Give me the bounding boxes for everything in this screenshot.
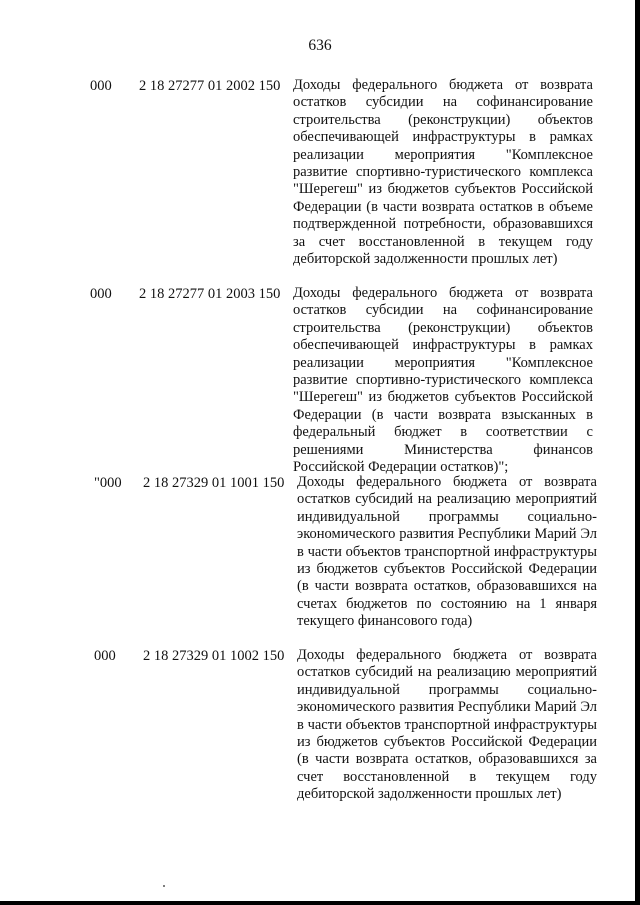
budget-classification-code: 2 18 27329 01 1001 150 — [143, 475, 285, 491]
scan-speck — [163, 885, 165, 887]
admin-code: "000 — [94, 475, 122, 491]
scan-border-right — [635, 0, 640, 905]
scan-border-bottom — [0, 901, 640, 905]
page-number: 636 — [308, 37, 332, 54]
admin-code: 000 — [90, 78, 112, 94]
revenue-description: Доходы федерального бюджета от возврата остатков субсидии на софинансирование строительства (реконструкции) объектов обеспечивающей инфраструктуры в рамках реализации мероприятия "Комплексное развитие спортивно-туристического комплекса "Шерегеш" из бюджетов субъектов Российской Федерации (в части возврата остатков в объеме подтвержденной потребности, образовавшихся за счет восстановленной в текущем году дебиторской задолженности прошлых лет) — [293, 77, 593, 268]
revenue-description: Доходы федерального бюджета от возврата остатков субсидии на софинансирование строительства (реконструкции) объектов обеспечивающей инфраструктуры в рамках реализации мероприятия "Комплексное развитие спортивно-туристического комплекса "Шерегеш" из бюджетов субъектов Российской Федерации (в части возврата взысканных в федеральный бюджет в соответствии с решениями Министерства финансов Российской Федерации остатков)"; — [293, 285, 593, 476]
revenue-description: Доходы федерального бюджета от возврата остатков субсидий на реализацию мероприятий индивидуальной программы социально-экономического развития Республики Марий Эл в части объектов транспортной инфраструктуры из бюджетов субъектов Российской Федерации (в части возврата остатков, образовавшихся за счет восстановленной в текущем году дебиторской задолженности прошлых лет) — [297, 647, 597, 803]
budget-classification-code: 2 18 27277 01 2003 150 — [139, 286, 281, 302]
budget-classification-code: 2 18 27277 01 2002 150 — [139, 78, 281, 94]
admin-code: 000 — [94, 648, 116, 664]
budget-classification-code: 2 18 27329 01 1002 150 — [143, 648, 285, 664]
admin-code: 000 — [90, 286, 112, 302]
revenue-description: Доходы федерального бюджета от возврата остатков субсидий на реализацию мероприятий индивидуальной программы социально-экономического развития Республики Марий Эл в части объектов транспортной инфраструктуры из бюджетов субъектов Российской Федерации (в части возврата остатков, образовавшихся на счетах бюджетов по состоянию на 1 января текущего финансового года) — [297, 474, 597, 630]
